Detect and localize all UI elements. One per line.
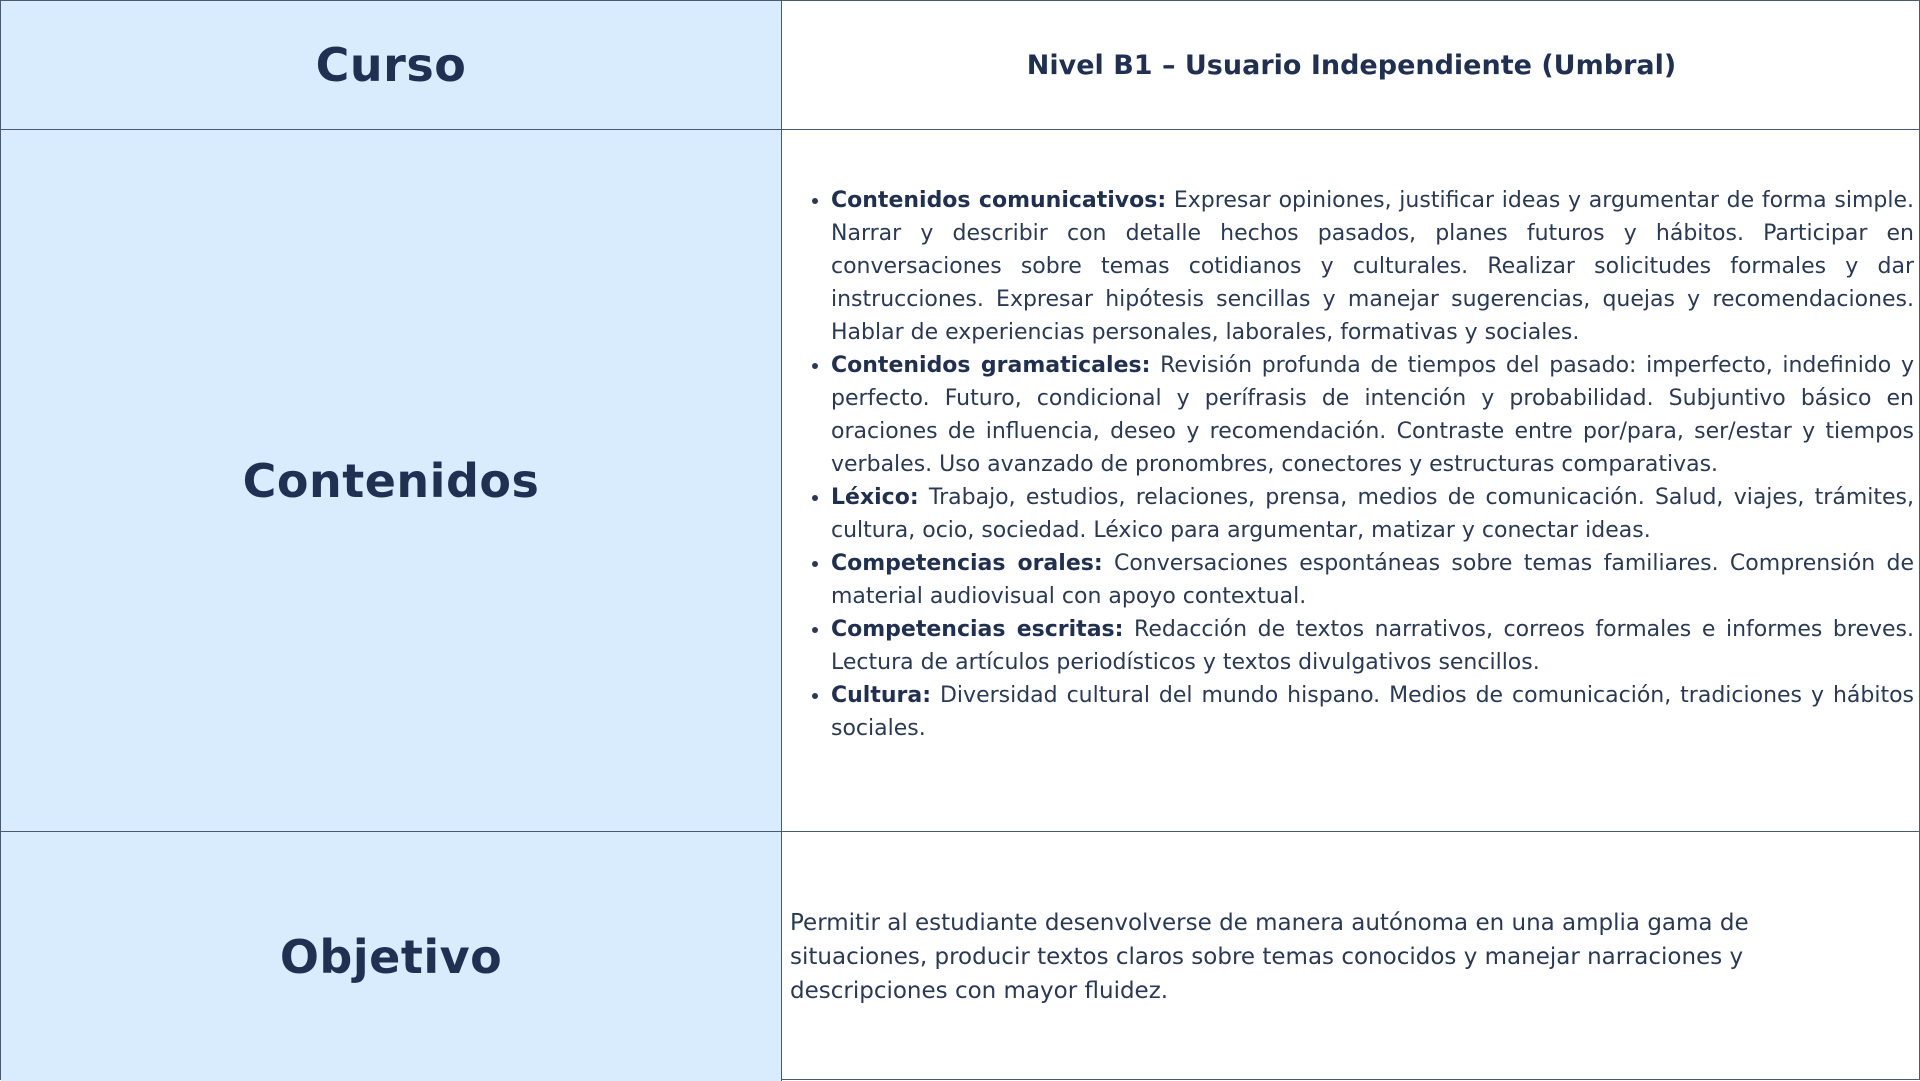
list-item-text: Diversidad cultural del mundo hispano. Medios de comunicación, tradiciones y hábitos sociales. xyxy=(831,683,1914,741)
course-value-cell xyxy=(782,1,1920,130)
course-label-cell xyxy=(1,1,782,130)
objective-label-cell xyxy=(1,832,782,1081)
course-label: Curso xyxy=(315,38,467,92)
list-item xyxy=(831,184,1914,349)
list-item xyxy=(831,349,1914,481)
list-item-heading: Contenidos comunicativos: xyxy=(831,188,1167,213)
contents-label: Contenidos xyxy=(242,453,540,508)
list-item xyxy=(831,613,1914,679)
list-item-heading: Competencias orales: xyxy=(831,551,1103,576)
list-item-text: Trabajo, estudios, relaciones, prensa, medios de comunicación. Salud, viajes, trámites, cultura, ocio, sociedad. Léxico para argumentar, matizar y conectar ideas. xyxy=(831,485,1914,543)
objective-text: Permitir al estudiante desenvolverse de manera autónoma en una amplia gama de situaciones, producir textos claros sobre temas conocidos y manejar narraciones y descripciones con mayor fluidez. xyxy=(790,909,1749,1004)
list-item xyxy=(831,547,1914,613)
list-item-text: Conversaciones espontáneas sobre temas familiares. Comprensión de material audiovisual con apoyo contextual. xyxy=(831,551,1914,609)
list-item-text: Revisión profunda de tiempos del pasado: imperfecto, indefinido y perfecto. Futuro, condicional y perífrasis de intención y probabilidad. Subjuntivo básico en oraciones de influencia, deseo y recomendación. Contraste entre por/para, ser/estar y tiempos verbales. Uso avanzado de pronombres, conectores y estructuras comparativas. xyxy=(831,353,1914,477)
list-item-heading: Cultura: xyxy=(831,683,932,708)
course-value: Nivel B1 – Usuario Independiente (Umbral) xyxy=(1026,49,1677,81)
list-item-heading: Léxico: xyxy=(831,485,919,510)
list-item-heading: Competencias escritas: xyxy=(831,617,1124,642)
list-item-text: Expresar opiniones, justificar ideas y argumentar de forma simple. Narrar y describir con detalle hechos pasados, planes futuros y hábitos. Participar en conversaciones sobre temas cotidianos y culturales. Realizar solicitudes formales y dar instrucciones. Expresar hipótesis sencillas y manejar sugerencias, quejas y recomendaciones. Hablar de experiencias personales, laborales, formativas y sociales. xyxy=(831,188,1914,345)
list-item-text: Redacción de textos narrativos, correos formales e informes breves. Lectura de artículos periodísticos y textos divulgativos sencillos. xyxy=(831,617,1915,675)
list-item-heading: Contenidos gramaticales: xyxy=(831,353,1151,378)
list-item xyxy=(831,679,1914,745)
contents-label-cell xyxy=(1,130,782,832)
objective-value-cell xyxy=(782,832,1920,1081)
list-item xyxy=(831,481,1914,547)
objective-label: Objetivo xyxy=(279,929,503,984)
contents-value-cell xyxy=(782,130,1920,832)
contents-list xyxy=(782,184,1914,745)
